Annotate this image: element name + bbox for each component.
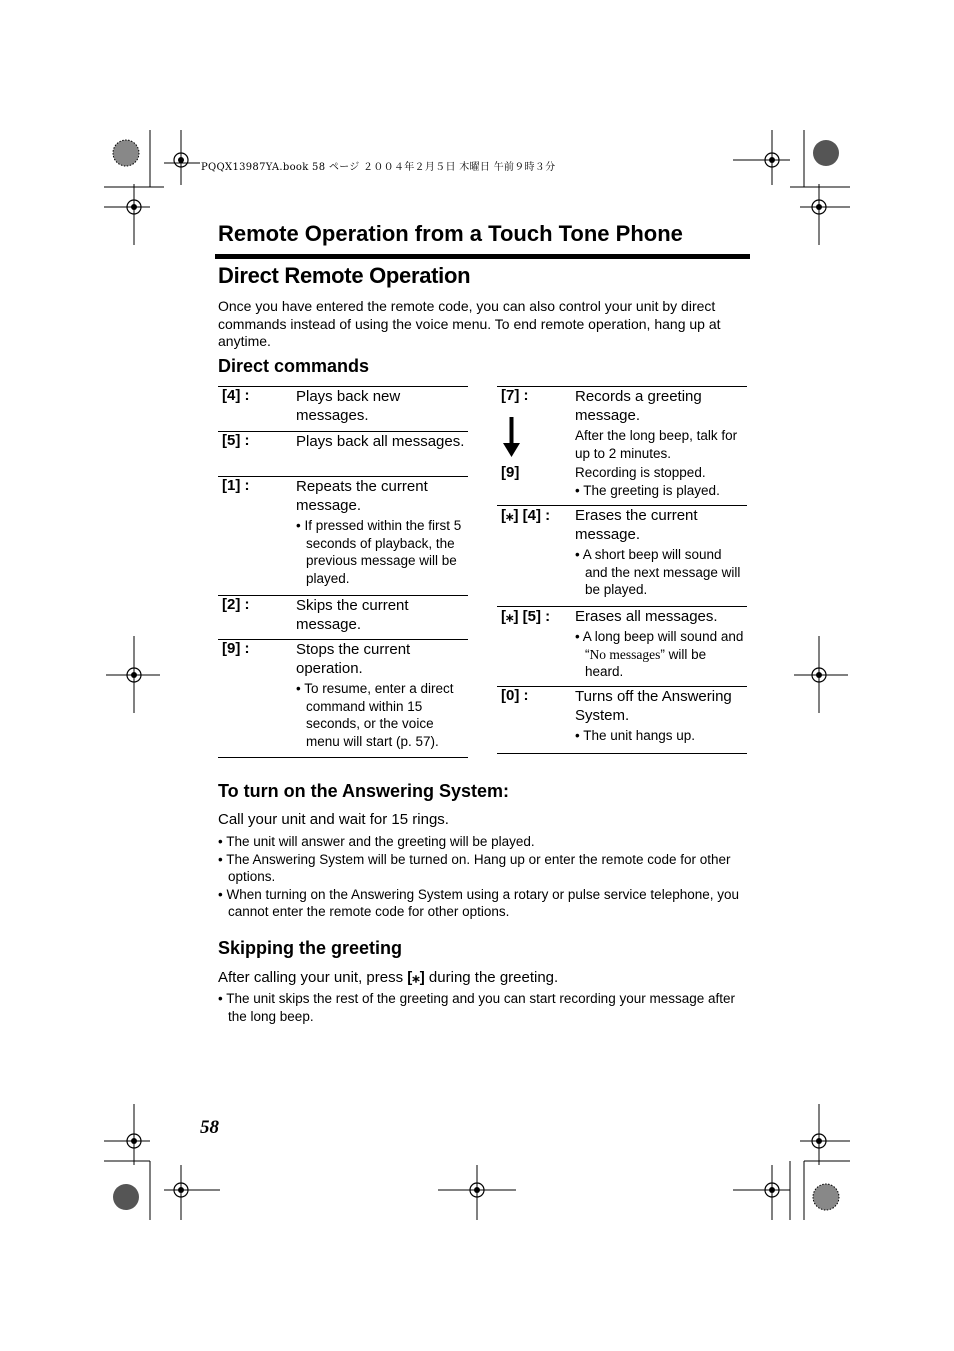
command-note: After the long beep, talk for up to 2 minutes. bbox=[575, 428, 738, 461]
section-title: Remote Operation from a Touch Tone Phone bbox=[218, 221, 683, 246]
command-key: [⁎] [4] : bbox=[501, 507, 551, 524]
command-desc: Erases the current message. bbox=[575, 507, 698, 543]
command-key: [5] : bbox=[222, 432, 250, 449]
answering-on-bullets bbox=[218, 833, 748, 921]
bullet-item: • When turning on the Answering System using a rotary or pulse service telephone, you cannot enter the remote code for other options. bbox=[218, 886, 740, 919]
command-row bbox=[218, 477, 468, 596]
command-row bbox=[497, 687, 747, 754]
subsection-title: Direct Remote Operation bbox=[218, 263, 471, 288]
command-desc: Repeats the current message. bbox=[296, 478, 428, 514]
command-note: • A short beep will sound and the next message will be played. bbox=[575, 547, 741, 597]
command-note: • If pressed within the first 5 seconds of playback, the previous message will be played. bbox=[296, 518, 462, 586]
skipping-bullets bbox=[218, 990, 748, 1025]
command-key: [9] : bbox=[222, 640, 250, 657]
arrow-down-icon bbox=[502, 415, 522, 459]
command-desc: Skips the current message. bbox=[296, 597, 409, 633]
intro-paragraph: Once you have entered the remote code, you can also control your unit by direct commands instead of using the voice menu. To end remote operation, hang up at anytime. bbox=[218, 298, 721, 349]
command-key: [1] : bbox=[222, 477, 250, 494]
commands-table-right bbox=[497, 386, 747, 754]
command-desc: Stops the current operation. bbox=[296, 641, 411, 677]
command-key: [7] : bbox=[501, 387, 529, 404]
command-row bbox=[218, 640, 468, 758]
command-note: • To resume, enter a direct command within 15 seconds, or the voice menu will start (p. 57). bbox=[296, 681, 454, 749]
print-header: PQQX13987YA.book 58 ページ ２００４年２月５日 木曜日 午前９時３分 bbox=[201, 162, 556, 173]
command-desc: Plays back all messages. bbox=[296, 433, 465, 450]
skipping-body: After calling your unit, press [⁎] during the greeting. bbox=[218, 969, 559, 986]
section-title-rule bbox=[215, 254, 750, 259]
command-row bbox=[497, 506, 747, 607]
command-desc: Erases all messages. bbox=[575, 608, 718, 625]
command-key: [2] : bbox=[222, 596, 250, 613]
command-note: • The unit hangs up. bbox=[575, 728, 696, 743]
command-desc: Records a greeting message. bbox=[575, 388, 702, 424]
command-row bbox=[218, 387, 468, 432]
direct-commands-heading: Direct commands bbox=[218, 356, 370, 376]
command-note: • A long beep will sound and “No messages” will be heard. bbox=[575, 629, 744, 679]
answering-on-heading: To turn on the Answering System: bbox=[218, 781, 510, 801]
command-row bbox=[497, 387, 747, 506]
commands-table-left bbox=[218, 386, 468, 758]
bullet-item: • The Answering System will be turned on. Hang up or enter the remote code for other options. bbox=[218, 851, 731, 884]
bullet-item: • The unit skips the rest of the greeting and you can start recording your message after the long beep. bbox=[218, 991, 736, 1024]
command-row bbox=[218, 432, 468, 477]
command-key: [4] : bbox=[222, 387, 250, 404]
answering-on-body: Call your unit and wait for 15 rings. bbox=[218, 811, 449, 828]
bullet-item: • The unit will answer and the greeting will be played. bbox=[218, 834, 535, 849]
page-number: 58 bbox=[200, 1117, 219, 1138]
star-key: [⁎] bbox=[407, 969, 425, 986]
command-note: • The greeting is played. bbox=[575, 482, 720, 498]
command-desc: Turns off the Answering System. bbox=[575, 688, 732, 724]
command-key: [0] : bbox=[501, 687, 529, 704]
command-desc: Plays back new messages. bbox=[296, 388, 401, 424]
command-note: Recording is stopped. bbox=[575, 465, 706, 480]
command-row bbox=[218, 596, 468, 640]
command-key-end: [9] bbox=[501, 464, 520, 481]
command-key: [⁎] [5] : bbox=[501, 608, 551, 625]
skipping-heading: Skipping the greeting bbox=[218, 938, 403, 958]
command-row bbox=[497, 607, 747, 687]
